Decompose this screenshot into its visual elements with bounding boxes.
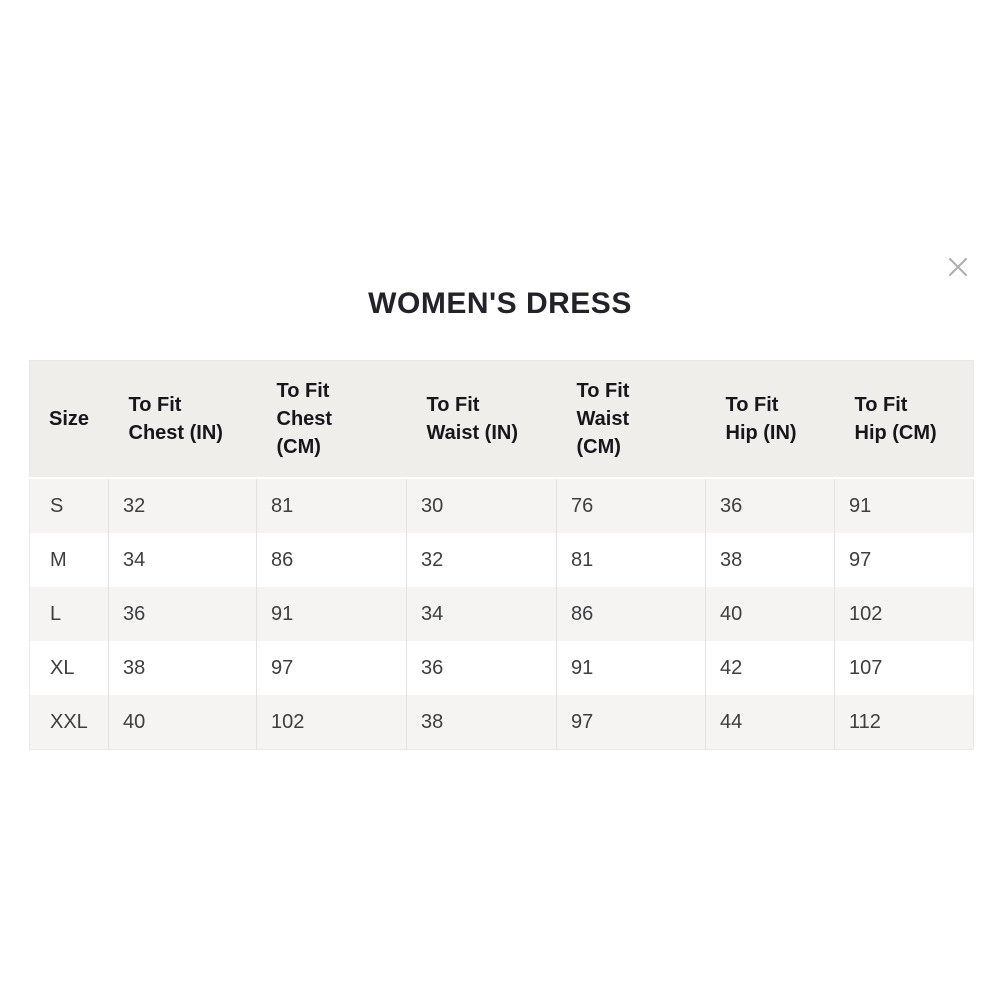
value-cell: 30: [407, 478, 557, 533]
size-cell: XL: [30, 641, 109, 695]
table-header-row: [30, 361, 974, 479]
value-cell: 36: [407, 641, 557, 695]
value-cell: 86: [257, 533, 407, 587]
header-cell-size: Size: [30, 361, 109, 479]
value-cell: 86: [557, 587, 706, 641]
value-cell: 97: [557, 695, 706, 750]
header-cell-hip-in: To Fit Hip (IN): [706, 361, 835, 479]
value-cell: 34: [109, 533, 257, 587]
value-cell: 32: [109, 478, 257, 533]
table-row: [30, 533, 974, 587]
header-cell-chest-cm: To Fit Chest (CM): [257, 361, 407, 479]
value-cell: 32: [407, 533, 557, 587]
value-cell: 34: [407, 587, 557, 641]
value-cell: 91: [557, 641, 706, 695]
value-cell: 38: [109, 641, 257, 695]
size-cell: S: [30, 478, 109, 533]
value-cell: 40: [706, 587, 835, 641]
size-cell: M: [30, 533, 109, 587]
header-cell-waist-in: To Fit Waist (IN): [407, 361, 557, 479]
value-cell: 38: [706, 533, 835, 587]
value-cell: 91: [257, 587, 407, 641]
header-cell-waist-cm: To Fit Waist (CM): [557, 361, 706, 479]
value-cell: 36: [706, 478, 835, 533]
table-row: [30, 587, 974, 641]
value-cell: 81: [557, 533, 706, 587]
value-cell: 97: [835, 533, 974, 587]
value-cell: 97: [257, 641, 407, 695]
value-cell: 44: [706, 695, 835, 750]
value-cell: 42: [706, 641, 835, 695]
header-cell-chest-in: To Fit Chest (IN): [109, 361, 257, 479]
value-cell: 102: [257, 695, 407, 750]
table-row: [30, 695, 974, 750]
header-cell-hip-cm: To Fit Hip (CM): [835, 361, 974, 479]
table-row: [30, 641, 974, 695]
value-cell: 36: [109, 587, 257, 641]
value-cell: 102: [835, 587, 974, 641]
value-cell: 91: [835, 478, 974, 533]
size-cell: XXL: [30, 695, 109, 750]
table-row: [30, 478, 974, 533]
value-cell: 38: [407, 695, 557, 750]
size-chart-table: [29, 360, 974, 750]
close-icon: [947, 256, 969, 278]
close-button[interactable]: [942, 251, 974, 283]
value-cell: 81: [257, 478, 407, 533]
size-cell: L: [30, 587, 109, 641]
value-cell: 40: [109, 695, 257, 750]
value-cell: 76: [557, 478, 706, 533]
value-cell: 107: [835, 641, 974, 695]
page-title: WOMEN'S DRESS: [368, 287, 632, 320]
value-cell: 112: [835, 695, 974, 750]
